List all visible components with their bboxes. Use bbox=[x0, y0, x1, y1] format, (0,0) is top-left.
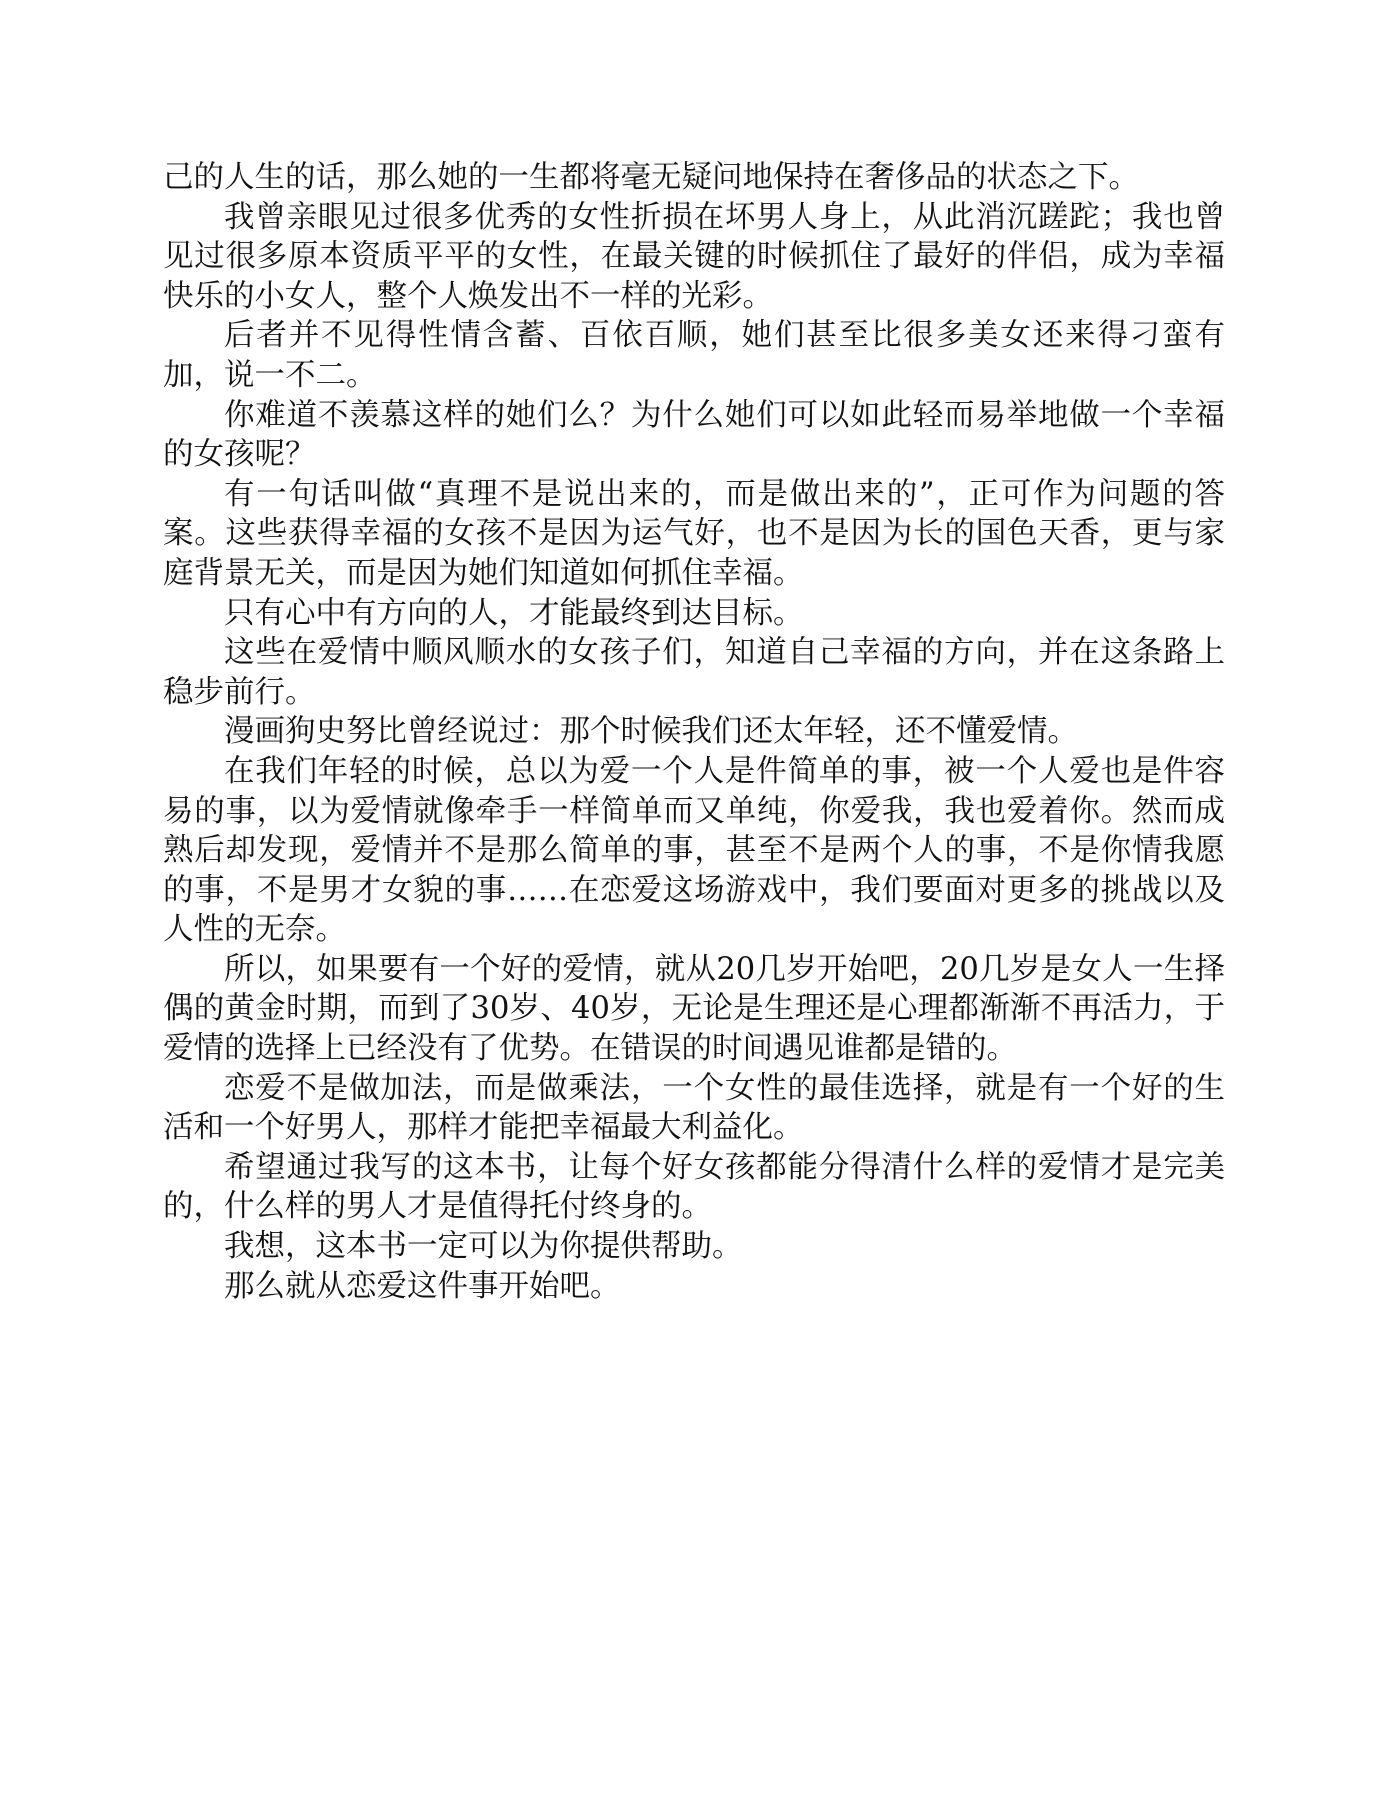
paragraph: 恋爱不是做加法，而是做乘法，一个女性的最佳选择，就是有一个好的生活和一个好男人，那样才能把幸福最大利益化。 bbox=[163, 1070, 1225, 1146]
paragraph: 后者并不见得性情含蓄、百依百顺，她们甚至比很多美女还来得刁蛮有加，说一不二。 bbox=[163, 318, 1225, 393]
paragraph: 希望通过我写的这本书，让每个好女孩都能分得清什么样的爱情才是完美的，什么样的男人才是值得托付终身的。 bbox=[163, 1149, 1225, 1225]
paragraph-continuation: 己的人生的话，那么她的一生都将毫无疑问地保持在奢侈品的状态之下。 bbox=[163, 160, 1139, 195]
paragraph: 在我们年轻的时候，总以为爱一个人是件简单的事，被一个人爱也是件容易的事，以为爱情就像牵手一样简单而又单纯，你爱我，我也爱着你。然而成熟后却发现，爱情并不是那么简单的事，甚至不是两个人的事，不是你情我愿的事，不是男才女貌的事……在恋爱这场游戏中，我们要面对更多的挑战以及人性的无奈。 bbox=[163, 753, 1225, 948]
paragraph: 那么就从恋爱这件事开始吧。 bbox=[224, 1268, 621, 1304]
paragraph: 所以，如果要有一个好的爱情，就从20几岁开始吧，20几岁是女人一生择偶的黄金时期，而到了30岁、40岁，无论是生理还是心理都渐渐不再活力，于爱情的选择上已经没有了优势。在错误的时间遇见谁都是错的。 bbox=[163, 951, 1225, 1067]
document-body bbox=[163, 158, 1225, 1306]
paragraph: 你难道不羡慕这样的她们么？为什么她们可以如此轻而易举地做一个幸福的女孩呢？ bbox=[163, 397, 1225, 473]
paragraph: 漫画狗史努比曾经说过：那个时候我们还太年轻，还不懂爱情。 bbox=[224, 714, 1078, 750]
paragraph: 有一句话叫做“真理不是说出来的，而是做出来的”，正可作为问题的答案。这些获得幸福的女孩不是因为运气好，也不是因为长的国色天香，更与家庭背景无关，而是因为她们知道如何抓住幸福。 bbox=[163, 476, 1225, 591]
paragraph: 这些在爱情中顺风顺水的女孩子们，知道自己幸福的方向，并在这条路上稳步前行。 bbox=[163, 635, 1225, 710]
paragraph: 我曾亲眼见过很多优秀的女性折损在坏男人身上，从此消沉蹉跎；我也曾见过很多原本资质平平的女性，在最关键的时候抓住了最好的伴侣，成为幸福快乐的小女人，整个人焕发出不一样的光彩。 bbox=[163, 199, 1225, 314]
paragraph: 只有心中有方向的人，才能最终到达目标。 bbox=[224, 595, 804, 631]
paragraph: 我想，这本书一定可以为你提供帮助。 bbox=[224, 1229, 743, 1265]
